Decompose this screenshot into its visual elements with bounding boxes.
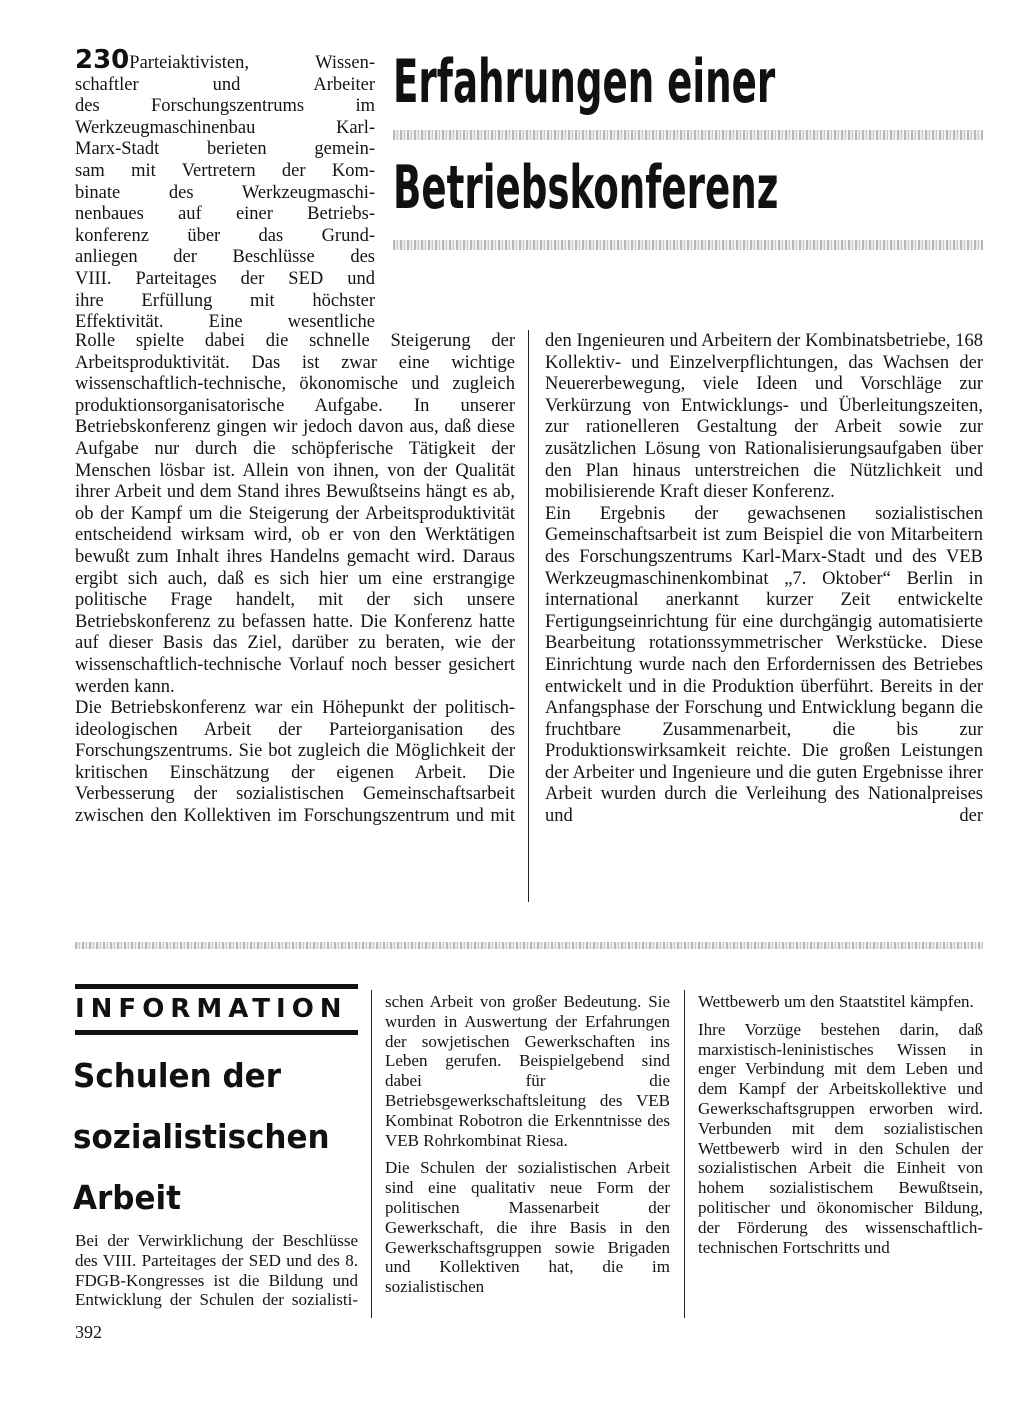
article-column-1 bbox=[75, 331, 515, 828]
paragraph: schen Arbeit von großer Bedeutung. Sie wurden in Auswertung der Erfahrungen der sowjetischen Gewerkschaften ins Leben gerufen. Beispielgebend sind dabei für die Betriebsgewerkschaftsleitung des VEB Kombinat Robotron die Erkenntnisse des VEB Rohrkombinat Riesa. bbox=[385, 992, 670, 1150]
paragraph: Rolle spielte dabei die schnelle Steigerung der Arbeitsproduktivität. Das ist zwar eine wichtige wissenschaftlich-technische, ökonomische und zugleich produktionsorganisatorische Aufgabe. In unserer Betriebskonferenz gingen wir jedoch davon aus, daß diese Aufgabe nur durch die schöpferische Tätigkeit der Menschen lösbar ist. Allein von ihnen, von der Qualität ihrer Arbeit und dem Stand ihres Bewußtseins hängt es ab, ob der Kampf um die Steigerung der Arbeitsproduktivität entscheidend wirksam wird, ob er von den Werktätigen bewußt zum Inhalt ihres Handelns gemacht wird. Daraus ergibt sich auch, daß es sich hier um eine erstrangige politische Frage handelt, mit der sich unsere Betriebskonferenz zu befassen hatte. Die Konferenz hatte auf dieser Basis das Ziel, darüber zu beraten, wie der wissenschaftlich-technische Vorlauf noch besser gesichert werden kann. bbox=[75, 331, 515, 697]
info-column-3 bbox=[698, 992, 983, 1257]
intro-first-line: Parteiaktivisten, Wissen- bbox=[129, 53, 375, 73]
paragraph: Ihre Vorzüge bestehen darin, daß marxistisch-leninistisches Wissen in enger Verbindung mit dem Leben und dem Kampf der Arbeitskollektive und Gewerkschaftsgruppen erworben wird. Verbunden mit dem sozialistischen Wettbewerb wird in den Schulen der sozialistischen Arbeit die Einheit von hohem sozialistischem Bewußtsein, politischer und ökonomischer Bildung, der Förderung des wissenschaftlich-technischen Fortschritts und bbox=[698, 1019, 983, 1257]
info-bottom-rule bbox=[75, 1030, 358, 1035]
paragraph: Ein Ergebnis der gewachsenen sozialistischen Gemeinschaftsarbeit ist zum Beispiel die von Mitarbeitern des Forschungszentrums Karl-Marx-Stadt und des VEB Werkzeugmaschinenkombinat „7. Oktober“ Berlin in international anerkannt kurzer Zeit entwickelte Fertigungseinrichtung für eine durchgängig automatisierte Bearbeitung rotationssymmetrischer Werkstücke. Diese Einrichtung wurde nach den Erfordernissen des Betriebes entwickelt und in die Produktion überführt. Bereits in der Anfangsphase der Forschung und Entwicklung begann die fruchtbare Zusammenarbeit, die bis zur Produktionswirksamkeit reichte. Die großen Leistungen der Arbeiter und Ingenieure und die guten Ergebnisse ihrer Arbeit wurden durch die Verleihung des Nationalpreises und der bbox=[545, 503, 983, 827]
headline-texture-rule bbox=[393, 130, 983, 140]
info-label: INFORMATION bbox=[75, 994, 348, 1024]
page-number: 392 bbox=[75, 1322, 102, 1342]
intro-line: VIII. Parteitages der SED und bbox=[75, 268, 375, 289]
info-column-2 bbox=[385, 992, 670, 1297]
info-column-divider bbox=[371, 990, 372, 1318]
intro-line: des Forschungszentrums im bbox=[75, 96, 375, 117]
intro-line: Effektivität. Eine wesentliche bbox=[75, 312, 375, 333]
paragraph: Die Betriebskonferenz war ein Höhepunkt der politisch-ideologischen Arbeit der Parteiorganisation des Forschungszentrums. Sie bot zugleich die Möglichkeit der kritischen Einschätzung der eigenen Arbeit. Die Verbesserung der sozialistischen Gemeinschaftsarbeit zwischen den Kollektiven im Forschungszentrum und mit bbox=[75, 698, 515, 827]
info-title-line: Arbeit bbox=[73, 1178, 182, 1217]
headline-line-2: Betriebskonferenz bbox=[393, 153, 779, 223]
intro-line: sam mit Vertretern der Kom- bbox=[75, 160, 375, 181]
paragraph: Wettbewerb um den Staatstitel kämpfen. bbox=[698, 992, 974, 1011]
intro-line: Marx-Stadt berieten gemein- bbox=[75, 139, 375, 160]
info-column-1 bbox=[75, 1231, 358, 1310]
intro-lines bbox=[75, 75, 375, 334]
intro-line: ihre Erfüllung mit höchster bbox=[75, 290, 375, 311]
article-column-2 bbox=[545, 331, 983, 828]
info-title-line: sozialistischen bbox=[73, 1117, 330, 1156]
paragraph: Bei der Verwirklichung der Beschlüsse des VIII. Parteitages der SED und des 8. FDGB-Kongresses ist die Bildung und Entwicklung der Schulen der sozialisti- bbox=[75, 1231, 358, 1310]
intro-line: konferenz über das Grund- bbox=[75, 225, 375, 246]
paragraph: Die Schulen der sozialistischen Arbeit sind eine qualitativ neue Form der politischen Massenarbeit der Gewerkschaft, die ihre Basis in den Gewerkschaftsgruppen sowie Brigaden und Kollektiven hat, die im sozialistischen bbox=[385, 1158, 670, 1297]
headline-texture-rule bbox=[393, 240, 983, 250]
intro-line: anliegen der Beschlüsse des bbox=[75, 247, 375, 268]
intro-line: binate des Werkzeugmaschi- bbox=[75, 182, 375, 203]
info-column-divider bbox=[684, 990, 685, 1318]
info-title bbox=[73, 1045, 346, 1228]
info-title-line: Schulen der bbox=[73, 1056, 282, 1095]
drop-number: 230 bbox=[75, 45, 130, 75]
info-top-rule bbox=[75, 984, 358, 989]
article-intro bbox=[75, 45, 375, 334]
headline-line-1: Erfahrungen einer bbox=[393, 47, 776, 117]
intro-line: schaftler und Arbeiter bbox=[75, 74, 375, 95]
intro-line: Werkzeugmaschinenbau Karl- bbox=[75, 117, 375, 138]
intro-line: nenbaues auf einer Betriebs- bbox=[75, 204, 375, 225]
paragraph: den Ingenieuren und Arbeitern der Kombinatsbetriebe, 168 Kollektiv- und Einzelverpflichtungen, das Wachsen der Neuererbewegung, viele Ideen und Vorschläge zur Verkürzung von Entwicklungs- und Überleitungszeiten, zur rationelleren Gestaltung der Arbeit sowie zur zusätzlichen Lösung von Rationalisierungsaufgaben über den Plan hinaus unterstreichen die Nützlichkeit und mobilisierende Kraft dieser Konferenz. bbox=[545, 331, 983, 503]
section-texture-rule bbox=[75, 942, 983, 949]
column-divider bbox=[528, 330, 529, 902]
